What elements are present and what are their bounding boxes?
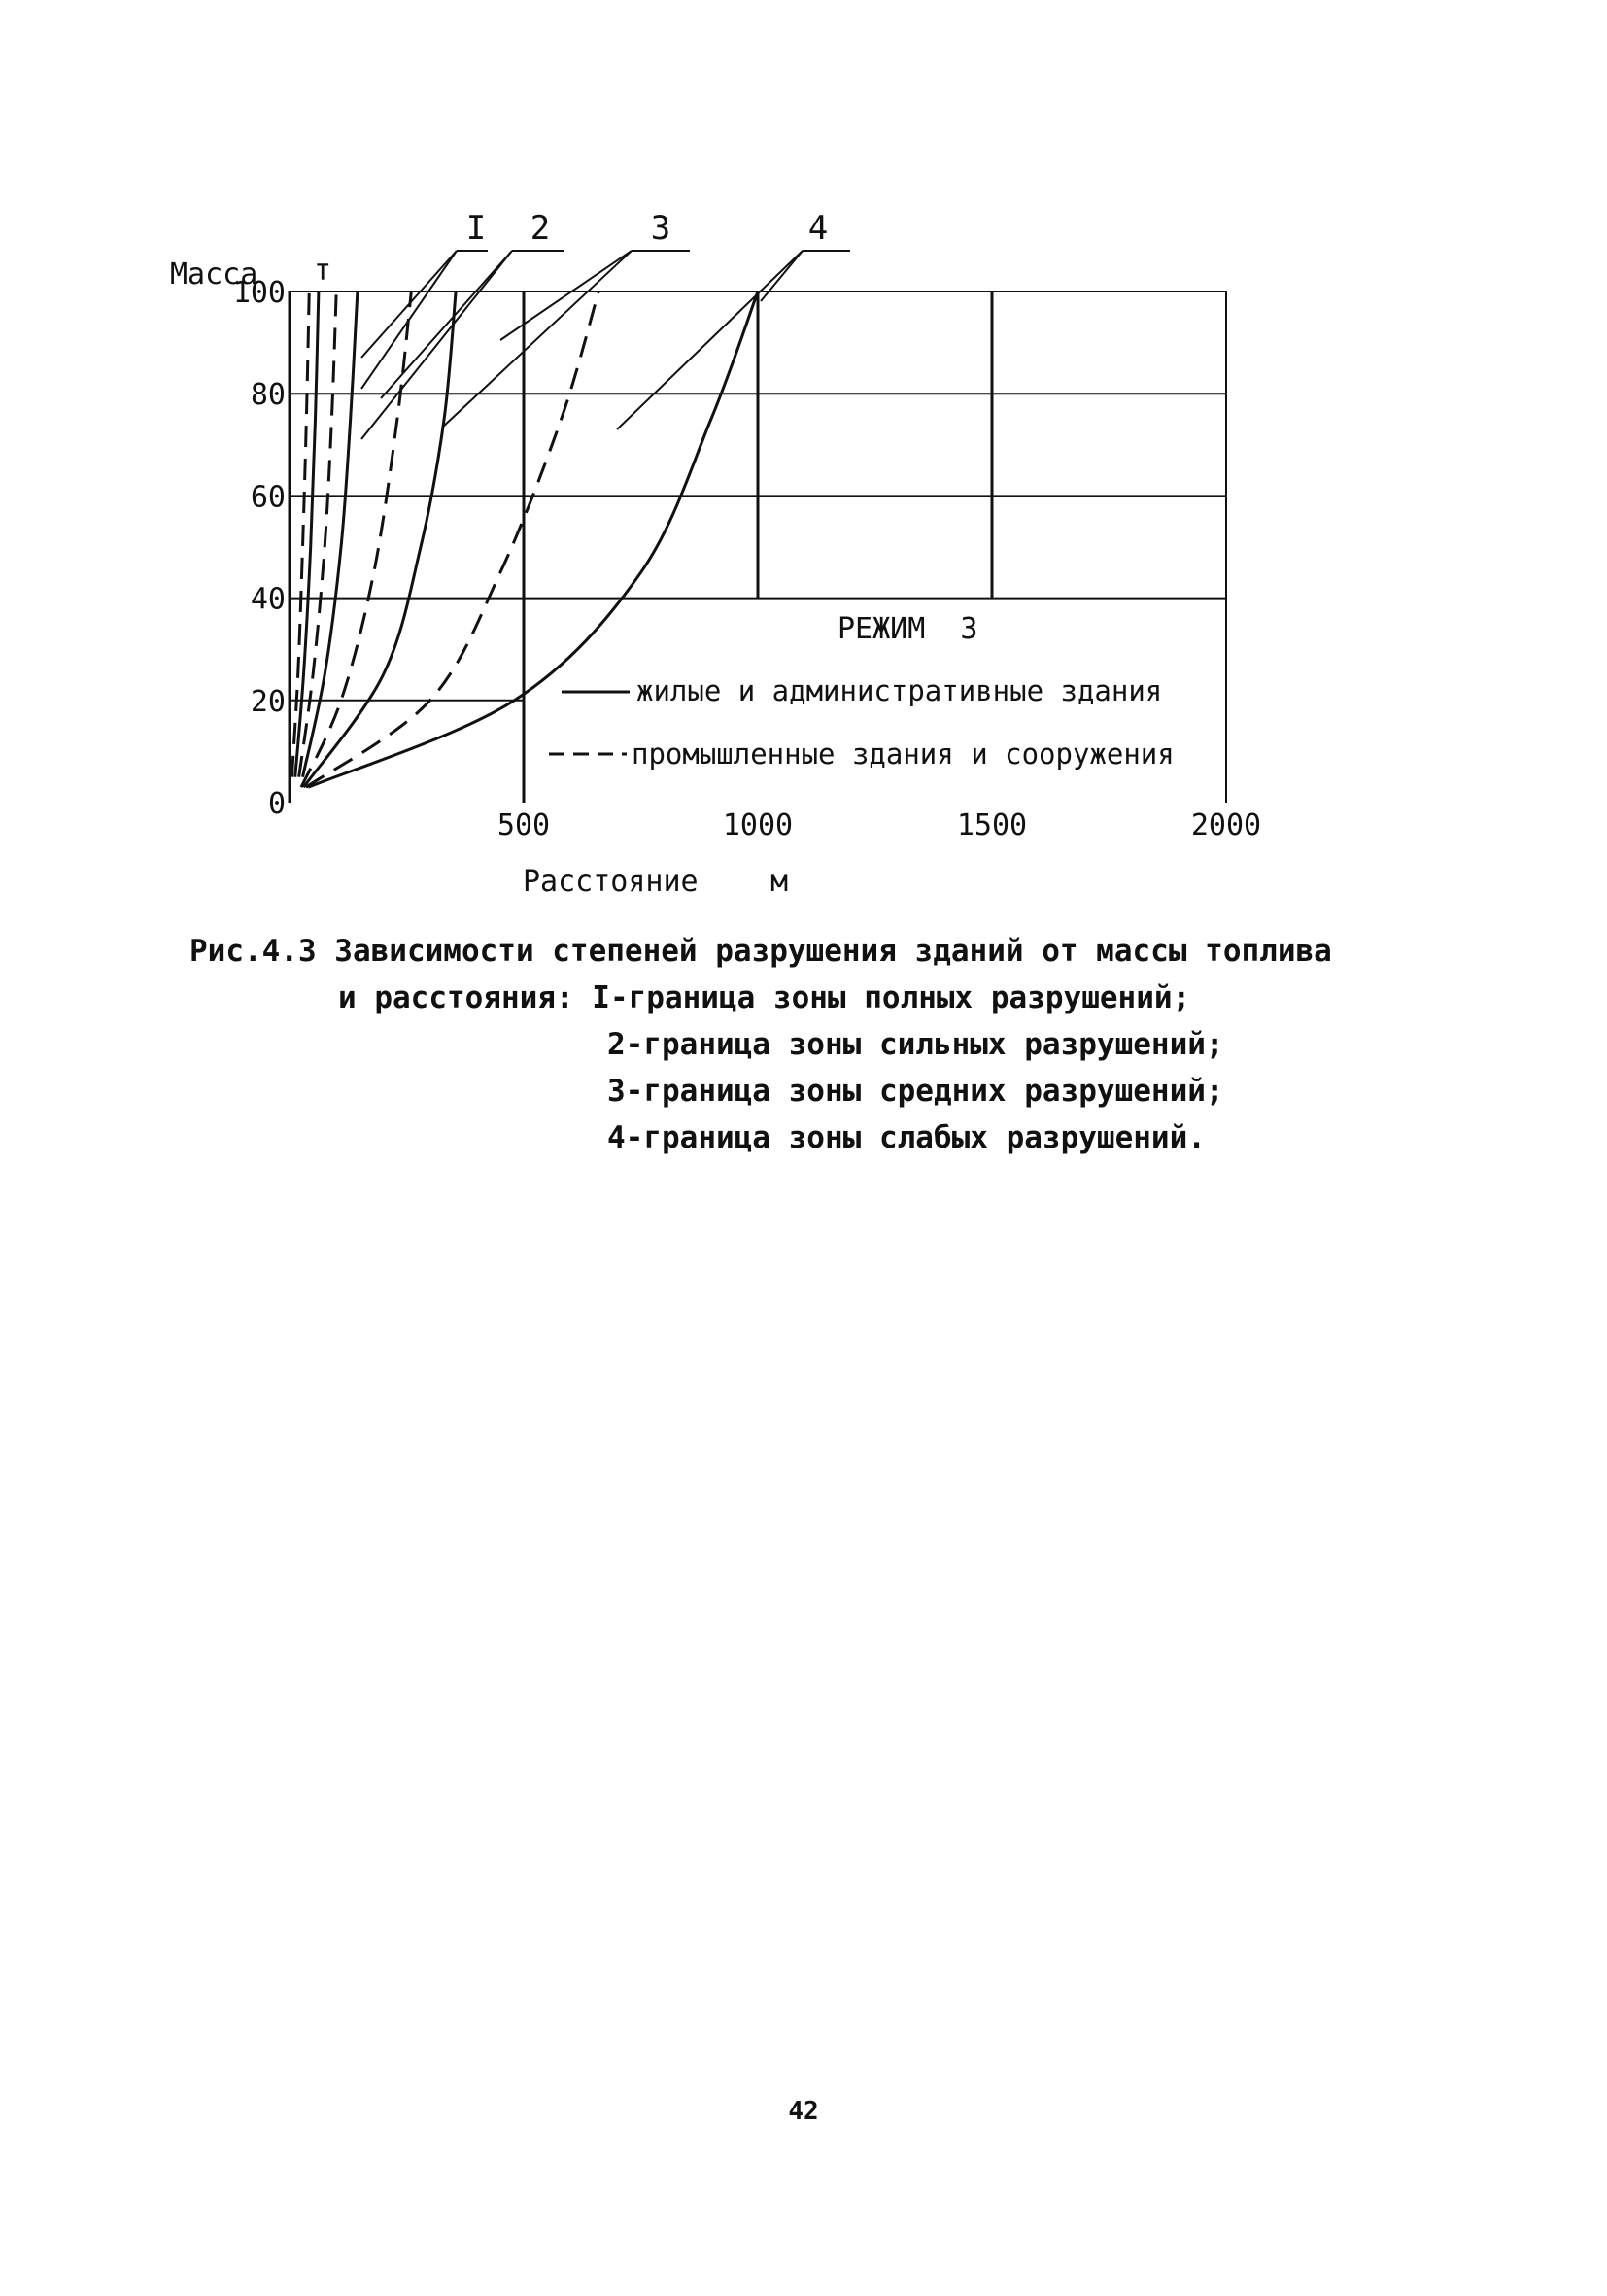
leader-line [361,251,457,358]
x-tick-label: 1500 [956,808,1028,842]
caption-line: 2-граница зоны сильных разрушений; [607,1027,1224,1062]
x-axis-unit: м [770,865,789,899]
leader-line [617,251,803,429]
y-tick-label: 20 [250,684,286,719]
curve-zone-3-dashed [306,291,598,787]
y-axis-title: Масса [170,257,258,291]
caption-line: 3-граница зоны средних разрушений; [607,1074,1224,1109]
curve-number-label: 4 [807,209,829,248]
x-tick-label: 1000 [722,808,794,842]
y-tick-label: 0 [267,787,286,821]
page-number: 42 [788,2097,819,2126]
mode-label: РЕЖИМ 3 [838,612,978,646]
curve-number-label: 3 [650,209,671,248]
caption-line: и расстояния: I-граница зоны полных разрушений; [338,980,1191,1015]
leader-line [761,251,803,301]
y-tick-label: 80 [250,378,286,413]
curve-number-label: I [465,209,487,248]
caption-line: 4-граница зоны слабых разрушений. [607,1120,1206,1155]
legend-label-residential: жилые и административные здания [636,674,1163,707]
curve-number-label: 2 [530,209,551,248]
curve-zone-4-solid [308,291,758,787]
chart [0,0,1607,972]
leader-line [500,251,632,340]
y-tick-label: 100 [232,276,286,310]
y-axis-unit: т [314,254,332,288]
x-tick-label: 500 [496,808,551,842]
caption-line: Рис.4.3 Зависимости степеней разрушения зданий от массы топлива [189,934,1332,969]
figure-caption [189,928,1472,1161]
legend [549,674,1175,771]
y-tick-label: 40 [250,582,286,617]
y-tick-label: 60 [250,480,286,515]
x-tick-label: 2000 [1190,808,1262,842]
leader-line [442,251,632,428]
x-axis-title: Расстояние [523,865,699,899]
leader-line [381,251,512,398]
legend-label-industrial: промышленные здания и сооружения [632,737,1175,771]
